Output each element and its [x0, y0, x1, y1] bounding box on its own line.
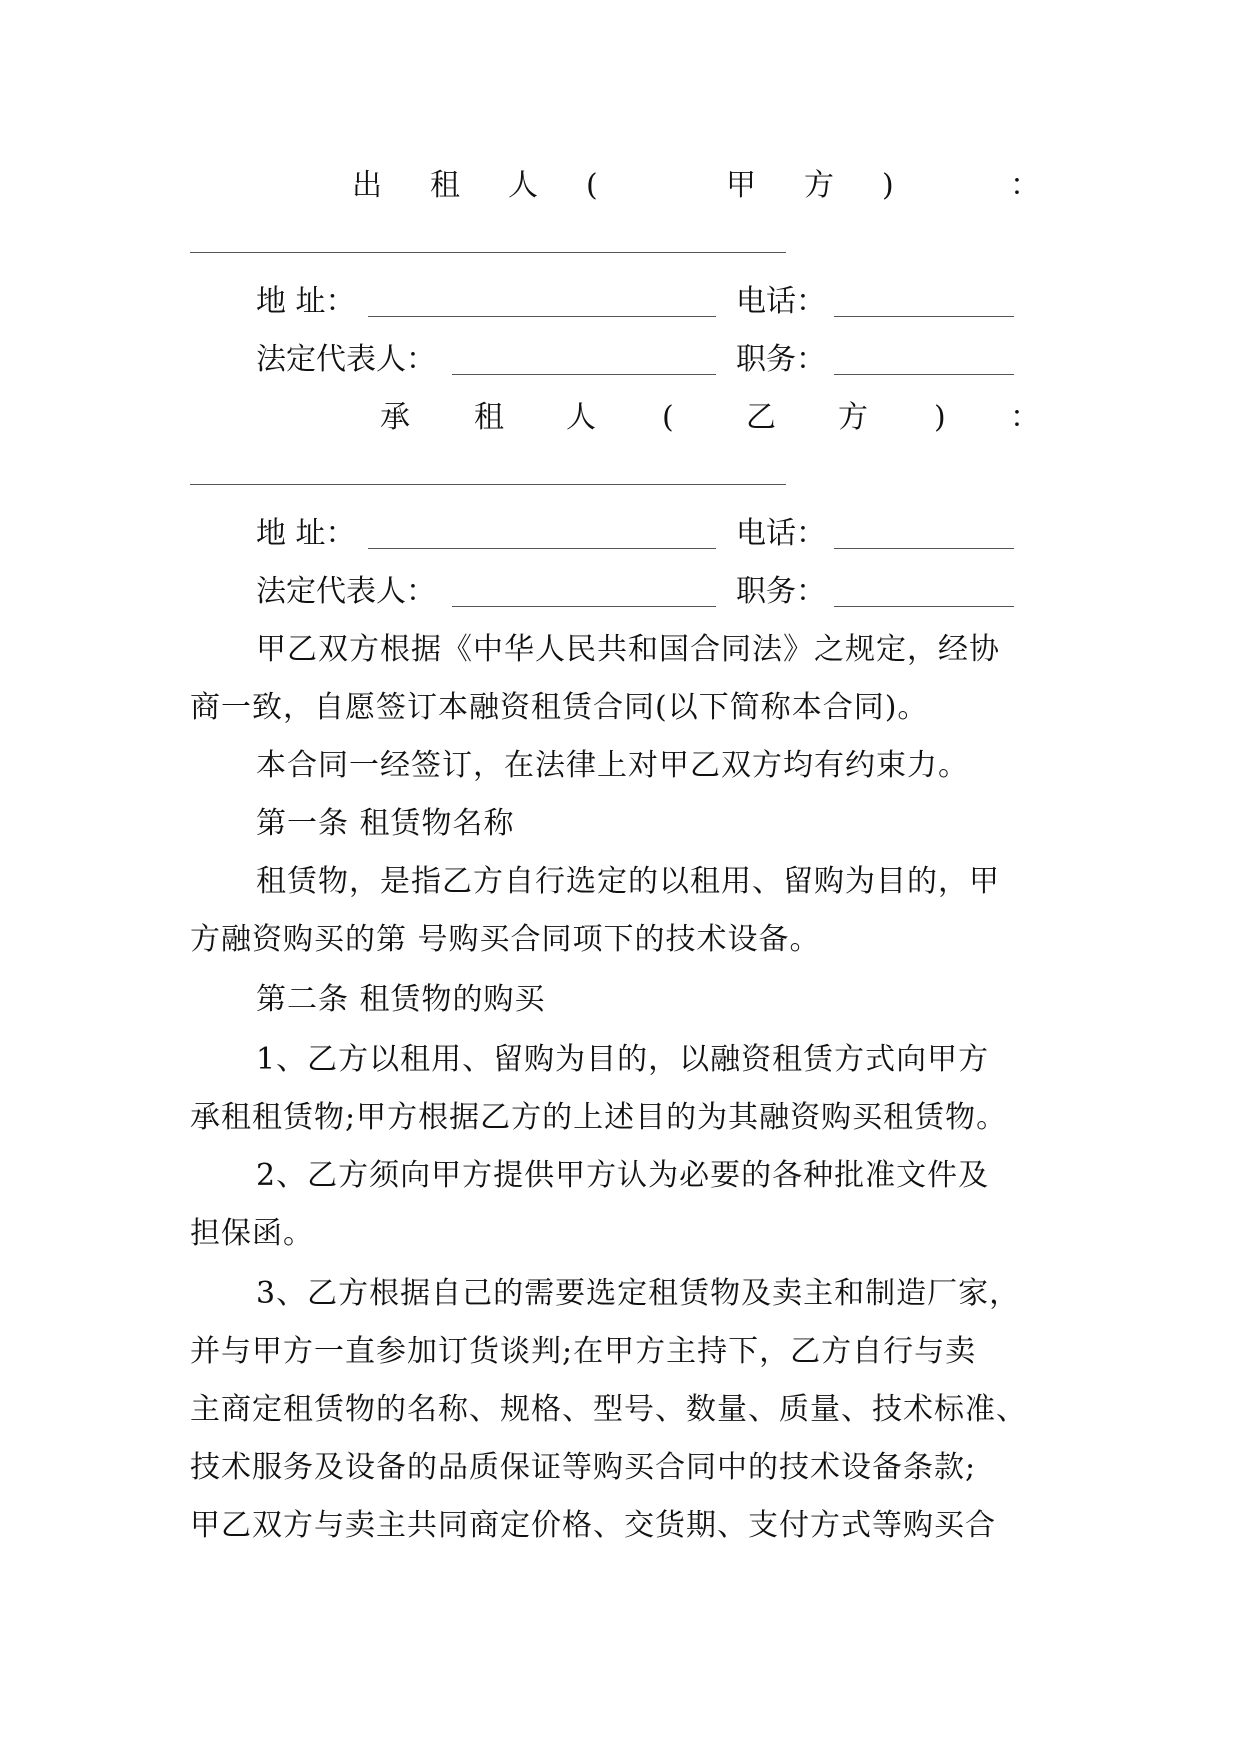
lessor-phone-blank [834, 286, 1014, 317]
lessor-heading-char: 甲 [726, 168, 756, 203]
lessor-heading-char: ) [882, 168, 894, 203]
lessor-heading-char: 租 [430, 168, 460, 203]
body-line: 1、乙方以租用、留购为目的，以融资租赁方式向甲方 [256, 1042, 990, 1077]
lessee-phone-blank [834, 518, 1014, 549]
lessor-address-label: 地 址： [256, 284, 356, 319]
lessor-rep-label: 法定代表人： [256, 342, 436, 377]
lessee-phone-label: 电话： [736, 516, 826, 551]
body-line: 甲乙双方与卖主共同商定价格、交货期、支付方式等购买合 [190, 1508, 996, 1543]
body-line: 承租租赁物;甲方根据乙方的上述目的为其融资购买租赁物。 [190, 1100, 1008, 1135]
lessee-name-blank [190, 484, 786, 485]
body-line: 方融资购买的第 号购买合同项下的技术设备。 [190, 922, 821, 957]
lessee-title-label: 职务： [736, 574, 826, 609]
lessee-heading-char: ( [662, 400, 674, 435]
lessee-rep-label: 法定代表人： [256, 574, 436, 609]
lessor-heading-char: 出 [352, 168, 382, 203]
lessor-heading-char: 人 [508, 168, 538, 203]
body-line: 并与甲方一直参加订货谈判;在甲方主持下，乙方自行与卖 [190, 1334, 977, 1369]
lessee-heading-char: ) [934, 400, 946, 435]
lessor-heading-colon: ： [1010, 168, 1040, 203]
article-heading: 第一条 租赁物名称 [256, 806, 515, 841]
lessor-title-label: 职务： [736, 342, 826, 377]
body-line: 租赁物，是指乙方自行选定的以租用、留购为目的，甲 [256, 864, 1000, 899]
lessor-phone-label: 电话： [736, 284, 826, 319]
lessee-heading-char: 承 [380, 400, 410, 435]
lessee-heading-char: 租 [474, 400, 504, 435]
lessor-title-blank [834, 344, 1014, 375]
body-line: 3、乙方根据自己的需要选定租赁物及卖主和制造厂家， [256, 1276, 1021, 1311]
lessee-heading-char: 乙 [746, 400, 776, 435]
body-line: 担保函。 [190, 1216, 314, 1251]
lessor-heading-char: ( [586, 168, 598, 203]
article-heading: 第二条 租赁物的购买 [256, 982, 546, 1017]
lessor-rep-blank [452, 344, 716, 375]
lessee-address-label: 地 址： [256, 516, 356, 551]
body-line: 甲乙双方根据《中华人民共和国合同法》之规定，经协 [256, 632, 1000, 667]
body-line: 商一致，自愿签订本融资租赁合同(以下简称本合同)。 [190, 690, 929, 725]
lessee-heading-char: 方 [838, 400, 868, 435]
body-line: 本合同一经签订，在法律上对甲乙双方均有约束力。 [256, 748, 969, 783]
lessee-heading-char: 人 [566, 400, 596, 435]
lessee-heading-colon: ： [1010, 400, 1040, 435]
lessor-address-blank [368, 286, 716, 317]
lessee-rep-blank [452, 576, 716, 607]
body-line: 2、乙方须向甲方提供甲方认为必要的各种批准文件及 [256, 1158, 990, 1193]
lessor-name-blank [190, 252, 786, 253]
body-line: 技术服务及设备的品质保证等购买合同中的技术设备条款; [190, 1450, 977, 1485]
body-line: 主商定租赁物的名称、规格、型号、数量、质量、技术标准、 [190, 1392, 1027, 1427]
lessee-address-blank [368, 518, 716, 549]
lessee-title-blank [834, 576, 1014, 607]
lessor-heading-char: 方 [804, 168, 834, 203]
